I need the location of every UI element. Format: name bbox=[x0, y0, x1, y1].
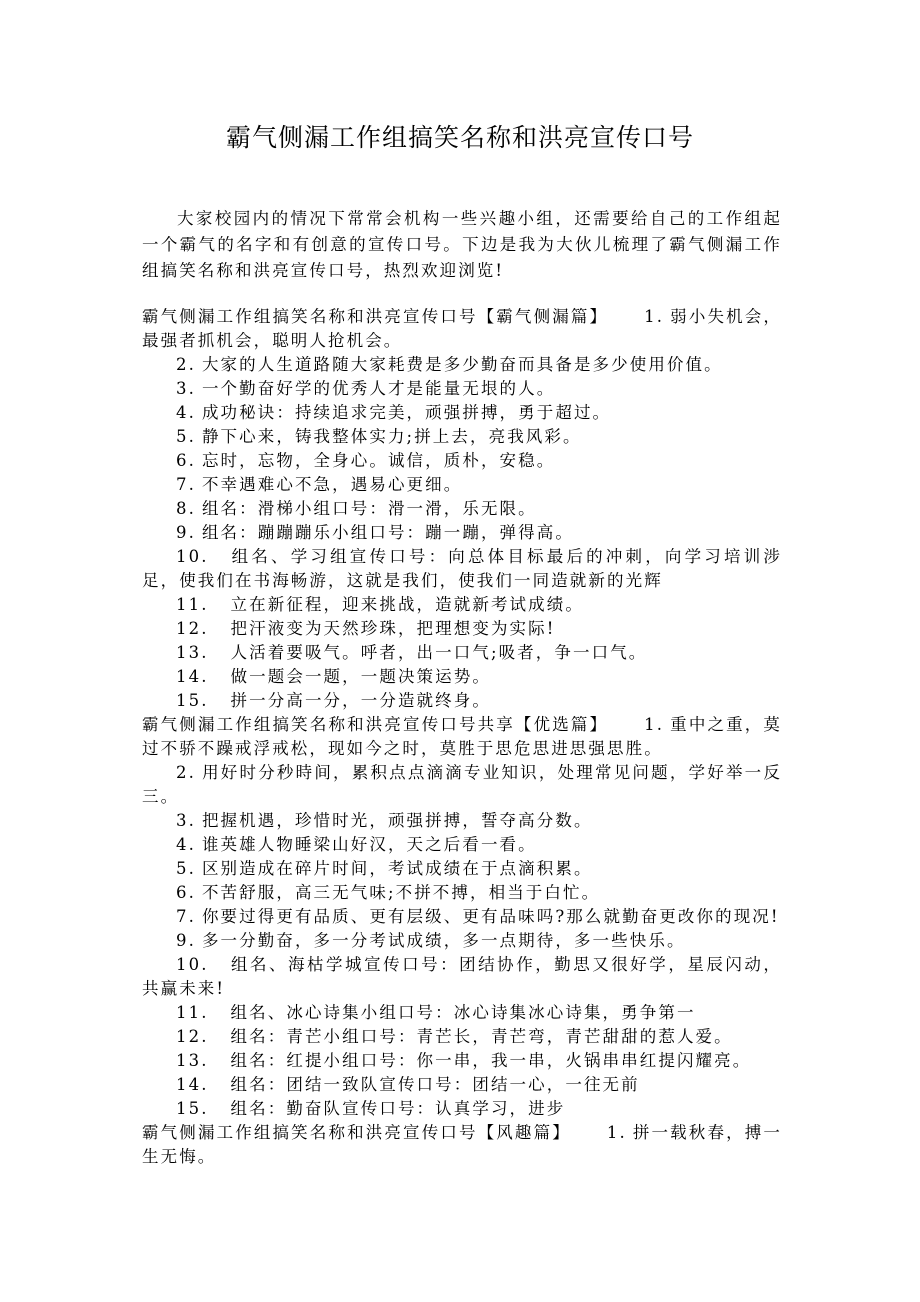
item-number: 2. bbox=[176, 355, 196, 374]
list-item bbox=[142, 641, 782, 665]
list-item bbox=[142, 425, 782, 449]
item-text: 成功秘诀：持续追求完美，顽强拼搏，勇于超过。 bbox=[201, 403, 612, 422]
list-item bbox=[142, 521, 782, 545]
list-item bbox=[142, 473, 782, 497]
item-text: 静下心来，铸我整体实力;拼上去，亮我风彩。 bbox=[201, 427, 582, 446]
item-text: 组名：蹦蹦蹦乐小组口号：蹦一蹦，弹得高。 bbox=[201, 523, 574, 542]
list-item bbox=[142, 761, 782, 809]
list-item bbox=[142, 497, 782, 521]
item-number: 6. bbox=[176, 883, 196, 902]
section-heading: 霸气侧漏工作组搞笑名称和洪亮宣传口号【霸气侧漏篇】 bbox=[142, 307, 609, 326]
item-number: 12. bbox=[176, 619, 209, 638]
item-number: 8. bbox=[176, 499, 196, 518]
list-item bbox=[142, 617, 782, 641]
list-item bbox=[142, 857, 782, 881]
item-text: 立在新征程，迎来挑战，造就新考试成绩。 bbox=[230, 595, 584, 614]
list-item bbox=[142, 953, 782, 1001]
item-text: 把汗液变为天然珍珠，把理想变为实际! bbox=[230, 619, 556, 638]
list-item bbox=[142, 545, 782, 593]
item-number: 9. bbox=[176, 523, 196, 542]
list-item bbox=[142, 881, 782, 905]
list-item bbox=[142, 665, 782, 689]
list-item bbox=[142, 449, 782, 473]
section-heading: 霸气侧漏工作组搞笑名称和洪亮宣传口号共享【优选篇】 bbox=[142, 715, 609, 734]
item-text: 组名：红提小组口号：你一串，我一串，火锅串串红提闪耀亮。 bbox=[230, 1051, 752, 1070]
item-number: 4. bbox=[176, 403, 196, 422]
item-text: 组名、学习组宣传口号：向总体目标最后的冲刺，向学习培训涉足，使我们在书海畅游，这就是我们，使我们一同造就新的光辉 bbox=[142, 547, 782, 590]
item-number: 3. bbox=[176, 379, 196, 398]
list-item bbox=[142, 689, 782, 713]
list-item bbox=[142, 1073, 782, 1097]
item-number: 7. bbox=[176, 907, 196, 926]
list-item bbox=[142, 929, 782, 953]
item-text: 把握机遇，珍惜时光，顽强拼搏，誓夺高分数。 bbox=[201, 811, 593, 830]
list-item bbox=[142, 905, 782, 929]
item-text: 弱小失机会，最强者抓机会，聪明人抢机会。 bbox=[142, 307, 783, 350]
item-text: 区别造成在碎片时间，考试成绩在于点滴积累。 bbox=[201, 859, 593, 878]
item-text: 做一题会一题，一题决策运势。 bbox=[230, 667, 491, 686]
item-number: 2. bbox=[176, 763, 196, 782]
list-item bbox=[142, 593, 782, 617]
item-number: 15. bbox=[176, 1099, 209, 1118]
item-number: 6. bbox=[176, 451, 196, 470]
list-item bbox=[142, 833, 782, 857]
section-heading-paragraph bbox=[142, 305, 782, 353]
section-heading-paragraph bbox=[142, 1121, 782, 1169]
item-text: 一个勤奋好学的优秀人才是能量无垠的人。 bbox=[201, 379, 556, 398]
item-text: 组名：团结一致队宣传口号：团结一心，一往无前 bbox=[230, 1075, 640, 1094]
item-number: 1. bbox=[644, 307, 665, 326]
item-number: 7. bbox=[176, 475, 196, 494]
document-title: 霸气侧漏工作组搞笑名称和洪亮宣传口号 bbox=[225, 123, 694, 152]
item-text: 人活着要吸气。呼者，出一口气;吸者，争一口气。 bbox=[230, 643, 648, 662]
list-item bbox=[142, 1025, 782, 1049]
item-text: 忘时，忘物，全身心。诚信，质朴，安稳。 bbox=[201, 451, 556, 470]
item-number: 13. bbox=[176, 643, 209, 662]
section-heading: 霸气侧漏工作组搞笑名称和洪亮宣传口号【风趣篇】 bbox=[142, 1123, 571, 1142]
item-text: 组名：勤奋队宣传口号：认真学习，进步 bbox=[230, 1099, 566, 1118]
item-number: 11. bbox=[176, 1003, 209, 1022]
list-item bbox=[142, 1049, 782, 1073]
item-number: 11. bbox=[176, 595, 209, 614]
item-text: 大家的人生道路随大家耗费是多少勤奋而具备是多少使用价值。 bbox=[201, 355, 723, 374]
list-item bbox=[142, 401, 782, 425]
item-text: 用好时分秒時间，累积点点滴滴专业知识，处理常见问题，学好举一反三。 bbox=[142, 763, 782, 806]
item-number: 12. bbox=[176, 1027, 209, 1046]
list-item bbox=[142, 809, 782, 833]
item-text: 重中之重，莫过不骄不躁戒浮戒松，现如今之时，莫胜于思危思进思强思胜。 bbox=[142, 715, 783, 758]
item-number: 1. bbox=[644, 715, 665, 734]
intro-paragraph: 大家校园内的情况下常常会机构一些兴趣小组，还需要给自己的工作组起一个霸气的名字和有创意的宣传口号。下边是我为大伙儿梳理了霸气侧漏工作组搞笑名称和洪亮宣传口号，热烈欢迎浏览! bbox=[142, 209, 782, 280]
item-text: 拼一分高一分，一分造就终身。 bbox=[230, 691, 491, 710]
item-text: 不幸遇难心不急，遇易心更细。 bbox=[201, 475, 463, 494]
item-number: 3. bbox=[176, 811, 196, 830]
item-number: 5. bbox=[176, 859, 196, 878]
item-text: 不苦舒服，高三无气味;不拼不搏，相当于白忙。 bbox=[201, 883, 601, 902]
item-number: 10. bbox=[176, 955, 209, 974]
section-heading-paragraph bbox=[142, 713, 782, 761]
item-text: 组名：滑梯小组口号：滑一滑，乐无限。 bbox=[201, 499, 537, 518]
item-number: 4. bbox=[176, 835, 196, 854]
list-item bbox=[142, 377, 782, 401]
item-number: 10. bbox=[176, 547, 209, 566]
item-number: 14. bbox=[176, 667, 209, 686]
item-text: 拼一载秋春，搏一生无悔。 bbox=[142, 1123, 782, 1166]
item-text: 谁英雄人物睡梁山好汉，天之后看一看。 bbox=[201, 835, 537, 854]
item-number: 9. bbox=[176, 931, 196, 950]
item-text: 多一分勤奋，多一分考试成绩，多一点期待，多一些快乐。 bbox=[201, 931, 686, 950]
item-text: 组名、冰心诗集小组口号：冰心诗集冰心诗集，勇争第一 bbox=[230, 1003, 696, 1022]
item-text: 你要过得更有品质、更有层级、更有品味吗?那么就勤奋更改你的现况! bbox=[201, 907, 780, 926]
list-item bbox=[142, 1097, 782, 1121]
document-body bbox=[142, 305, 782, 1169]
item-text: 组名：青芒小组口号：青芒长，青芒弯，青芒甜甜的惹人爱。 bbox=[230, 1027, 733, 1046]
item-number: 5. bbox=[176, 427, 196, 446]
item-number: 14. bbox=[176, 1075, 209, 1094]
item-text: 组名、海枯学城宣传口号：团结协作，勤思又很好学，星辰闪动，共赢未来! bbox=[142, 955, 782, 998]
list-item bbox=[142, 353, 782, 377]
list-item bbox=[142, 1001, 782, 1025]
item-number: 13. bbox=[176, 1051, 209, 1070]
item-number: 1. bbox=[606, 1123, 627, 1142]
item-number: 15. bbox=[176, 691, 209, 710]
